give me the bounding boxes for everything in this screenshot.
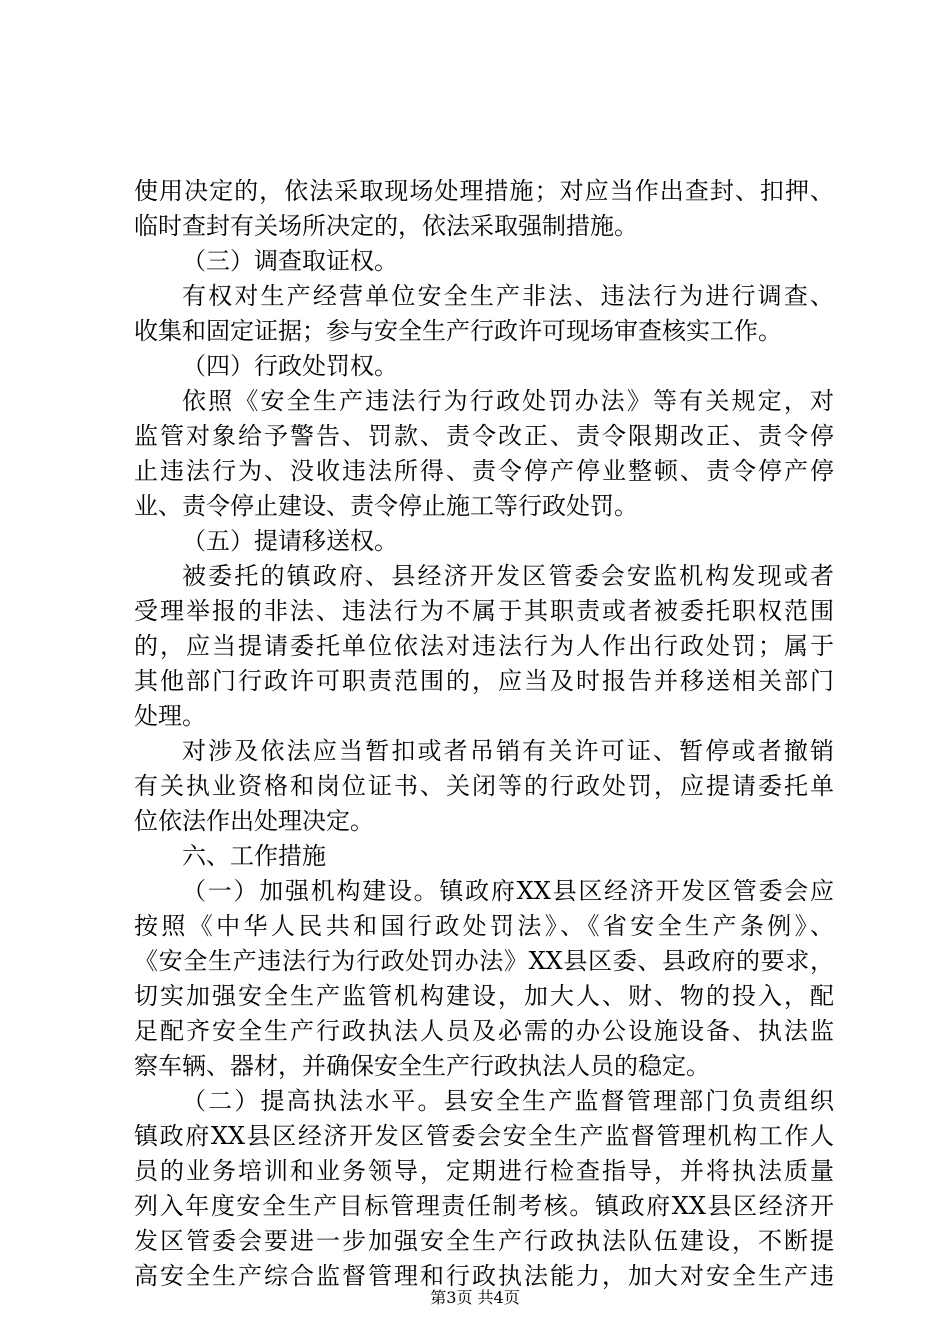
text-line: 发区管委会要进一步加强安全生产行政执法队伍建设，不断提: [134, 1227, 834, 1255]
text-line: 止违法行为、没收违法所得、责令停产停业整顿、责令停产停: [134, 457, 834, 485]
text-line: 有权对生产经营单位安全生产非法、违法行为进行调查、: [182, 282, 834, 310]
text-line: 收集和固定证据；参与安全生产行政许可现场审查核实工作。: [134, 317, 782, 345]
text-line: 员的业务培训和业务领导，定期进行检查指导，并将执法质量: [134, 1157, 834, 1185]
text-line: 位依法作出处理决定。: [134, 807, 374, 835]
text-line: 对涉及依法应当暂扣或者吊销有关许可证、暂停或者撤销: [182, 737, 834, 765]
text-line: 有关执业资格和岗位证书、关闭等的行政处罚，应提请委托单: [134, 772, 834, 800]
text-line: 其他部门行政许可职责范围的，应当及时报告并移送相关部门: [134, 667, 834, 695]
text-line: 临时查封有关场所决定的，依法采取强制措施。: [134, 212, 638, 240]
text-line: 足配齐安全生产行政执法人员及必需的办公设施设备、执法监: [134, 1017, 834, 1045]
text-line: 切实加强安全生产监管机构建设，加大人、财、物的投入，配: [134, 982, 834, 1010]
text-line: 使用决定的，依法采取现场处理措施；对应当作出查封、扣押、: [134, 177, 834, 205]
text-line: 业、责令停止建设、责令停止施工等行政处罚。: [134, 492, 638, 520]
text-line: 《安全生产违法行为行政处罚办法》XX县区委、县政府的要求，: [134, 947, 834, 975]
section-heading: 六、工作措施: [182, 842, 326, 870]
text-line: 受理举报的非法、违法行为不属于其职责或者被委托职权范围: [134, 597, 834, 625]
text-line: 的，应当提请委托单位依法对违法行为人作出行政处罚；属于: [134, 632, 834, 660]
text-line: 察车辆、器材，并确保安全生产行政执法人员的稳定。: [134, 1052, 710, 1080]
page-number-footer: 第3页 共4页: [430, 1288, 520, 1307]
document-body: [134, 174, 834, 1294]
section-heading: （五）提请移送权。: [182, 527, 398, 555]
text-line: 依照《安全生产违法行为行政处罚办法》等有关规定，对: [182, 387, 834, 415]
text-line: 高安全生产综合监督管理和行政执法能力，加大对安全生产违: [134, 1262, 834, 1290]
text-line: 被委托的镇政府、县经济开发区管委会安监机构发现或者: [182, 562, 834, 590]
text-line: 监管对象给予警告、罚款、责令改正、责令限期改正、责令停: [134, 422, 834, 450]
section-heading: （三）调查取证权。: [182, 247, 398, 275]
text-line: （一）加强机构建设。镇政府XX县区经济开发区管委会应: [182, 877, 834, 905]
text-line: （二）提高执法水平。县安全生产监督管理部门负责组织: [182, 1087, 834, 1115]
text-line: 处理。: [134, 702, 206, 730]
text-line: 按照《中华人民共和国行政处罚法》、《省安全生产条例》、: [134, 912, 834, 940]
text-line: 镇政府XX县区经济开发区管委会安全生产监督管理机构工作人: [134, 1122, 834, 1150]
text-line: 列入年度安全生产目标管理责任制考核。镇政府XX县区经济开: [134, 1192, 834, 1220]
section-heading: （四）行政处罚权。: [182, 352, 398, 380]
